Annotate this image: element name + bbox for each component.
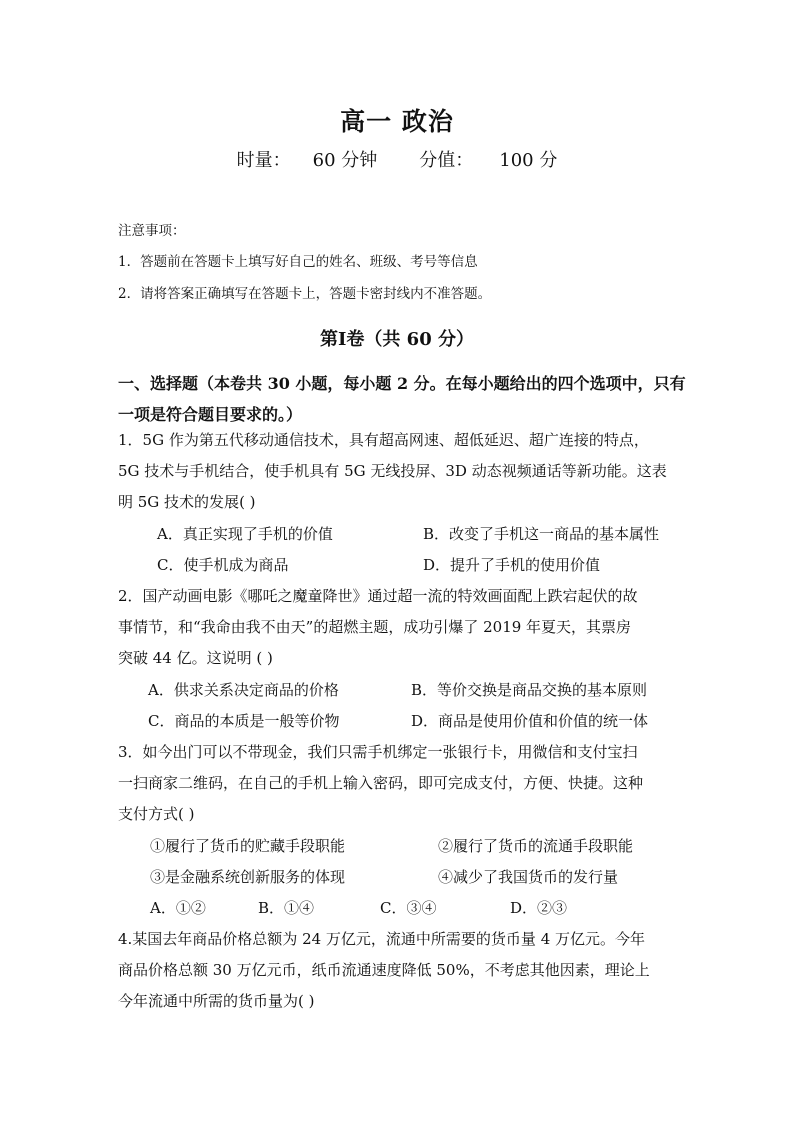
q3-option-a[interactable]: A．①② xyxy=(150,899,206,917)
q4-line-2: 商品价格总额 30 万亿元币，纸币流通速度降低 50%，不考虑其他因素，理论上 xyxy=(118,961,650,979)
q1-option-d[interactable]: D．提升了手机的使用价值 xyxy=(423,556,601,574)
q1-line-3: 明 5G 技术的发展( ) xyxy=(118,493,256,511)
q1-option-c[interactable]: C．使手机成为商品 xyxy=(157,556,289,574)
q3-line-1: 3．如今出门可以不带现金，我们只需手机绑定一张银行卡，用微信和支付宝扫 xyxy=(118,743,638,761)
q1-line-2: 5G 技术与手机结合，使手机具有 5G 无线投屏、3D 动态视频通话等新功能。这表 xyxy=(118,462,667,480)
score-value: 100 分 xyxy=(499,150,558,171)
q2-option-a[interactable]: A．供求关系决定商品的价格 xyxy=(148,681,339,699)
q3-statement-1: ①履行了货币的贮藏手段职能 xyxy=(150,837,346,855)
score-label: 分值： xyxy=(419,150,474,171)
note-item-2: 2．请将答案正确填写在答题卡上，答题卡密封线内不准答题。 xyxy=(118,286,492,302)
note-item-1: 1．答题前在答题卡上填写好自己的姓名、班级、考号等信息 xyxy=(118,254,478,270)
q2-line-3: 突破 44 亿。这说明 ( ) xyxy=(118,649,273,667)
exam-title: 高一 政治 xyxy=(340,107,454,136)
q3-option-c[interactable]: C．③④ xyxy=(380,899,437,917)
section-instruction: 一、选择题（本卷共 30 小题，每小题 2 分。在每小题给出的四个选项中，只有一项是符合题目要求的。） xyxy=(118,374,686,424)
q1-option-b[interactable]: B．改变了手机这一商品的基本属性 xyxy=(423,525,660,543)
q3-statement-2: ②履行了货币的流通手段职能 xyxy=(438,837,634,855)
q2-option-c[interactable]: C．商品的本质是一般等价物 xyxy=(148,712,340,730)
q3-line-3: 支付方式( ) xyxy=(118,805,195,823)
q4-line-3: 今年流通中所需的货币量为( ) xyxy=(118,992,315,1010)
time-label: 时量： xyxy=(236,150,291,171)
q3-option-d[interactable]: D．②③ xyxy=(510,899,568,917)
q2-option-d[interactable]: D．商品是使用价值和价值的统一体 xyxy=(411,712,649,730)
q1-option-a[interactable]: A．真正实现了手机的价值 xyxy=(157,525,333,543)
q2-option-b[interactable]: B．等价交换是商品交换的基本原则 xyxy=(411,681,648,699)
section-title: 第Ⅰ卷（共 60 分） xyxy=(319,329,474,350)
q1-line-1: 1．5G 作为第五代移动通信技术，具有超高网速、超低延迟、超广连接的特点， xyxy=(118,431,649,449)
exam-meta xyxy=(0,146,794,172)
q2-line-2: 事情节，和“我命由我不由天”的超燃主题，成功引爆了 2019 年夏天，其票房 xyxy=(118,618,632,636)
time-value: 60 分钟 xyxy=(312,150,378,171)
q3-line-2: 一扫商家二维码，在自己的手机上输入密码，即可完成支付，方便、快捷。这种 xyxy=(118,774,644,792)
q2-line-1: 2．国产动画电影《哪吒之魔童降世》通过超一流的特效画面配上跌宕起伏的故 xyxy=(118,587,638,605)
q3-statement-3: ③是金融系统创新服务的体现 xyxy=(150,868,346,886)
notes-heading: 注意事项： xyxy=(118,223,186,239)
q4-line-1: 4.某国去年商品价格总额为 24 万亿元，流通中所需要的货币量 4 万亿元。今年 xyxy=(118,930,646,948)
q3-statement-4: ④减少了我国货币的发行量 xyxy=(438,868,619,886)
q3-option-b[interactable]: B．①④ xyxy=(258,899,315,917)
